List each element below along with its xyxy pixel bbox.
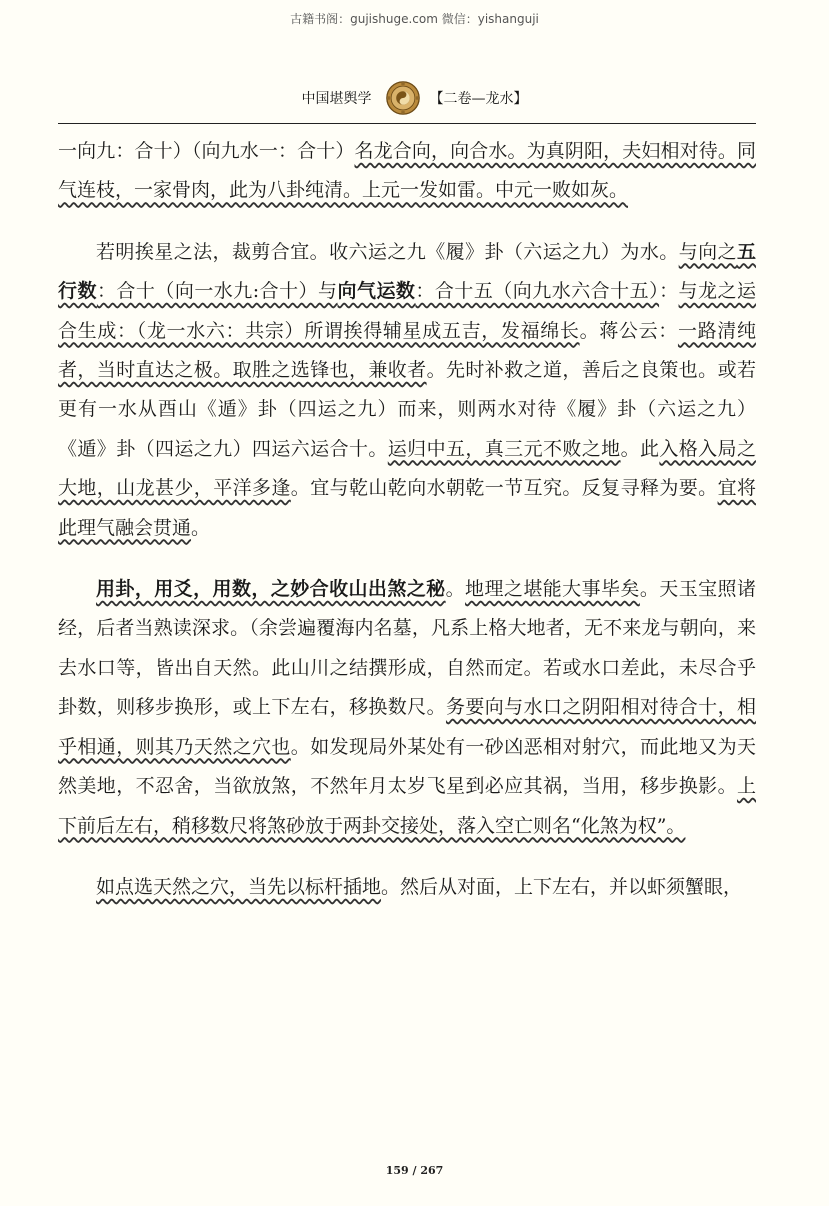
body-text: 。 <box>191 516 211 539</box>
paragraph-gap <box>58 548 756 570</box>
bagua-emblem-icon <box>386 81 420 115</box>
paragraph <box>58 233 756 548</box>
body-text: 。天玉宝照诸经，后者当熟读深求。（余尝遍覆海内名墓，凡系上格大地者，无不来龙与朝向，来去水口等，皆出自天然。此山川之结撰形成，自然而定。若或水口差此，未尽合乎卦数，则移步换形，或上下左右，移换数尺。 <box>58 578 756 719</box>
body-text: 。然后从对面，上下左右，并以虾须蟹眼， <box>381 875 743 898</box>
underlined-text: 如点选天然之穴，当先以标杆插地 <box>96 875 382 898</box>
underlined-text: 名龙合向，向合水。为真阴阳，夫妇相对待。同气连枝，一家骨肉，此为八卦纯清。上元一发如雷。中元一败如灰。 <box>58 140 756 202</box>
body-text: 若明挨星之法，裁剪合宜。收六运之九《履》卦（六运之九）为水。 <box>96 240 679 263</box>
body-text: 一向九：合十）（向九水一：合十） <box>58 140 355 162</box>
underlined-text: 入格入局之大地，山龙甚少，平洋多逢 <box>58 437 756 500</box>
underlined-text: 用卦，用爻，用数，之妙合收山出煞之秘 <box>96 578 446 601</box>
volume-label: 【二卷—龙水】 <box>429 91 528 107</box>
body-text: ： <box>659 280 679 303</box>
underlined-text: 与向之 <box>678 240 737 263</box>
page-number: 159 / 267 <box>385 1164 444 1177</box>
body-text: 。 <box>445 578 466 601</box>
top-banner: 古籍书阁：gujishuge.com 微信：yishanguji <box>290 12 539 26</box>
paragraph-gap <box>58 846 756 868</box>
paragraph-gap <box>58 211 756 233</box>
page-header <box>0 74 829 122</box>
body-text: 。此 <box>620 437 660 460</box>
document-body <box>58 132 756 907</box>
underlined-text: 与龙之运合生成：（龙一水六：共宗）所谓挨得辅星成五吉，发福绵长 <box>58 280 756 342</box>
underlined-text: 上下前后左右，稍移数尺将煞砂放于两卦交接处，落入空亡则名“化煞为权”。 <box>58 775 756 837</box>
underlined-text: ：合十五（向九水六合十五） <box>415 280 660 303</box>
paragraph <box>58 868 756 907</box>
paragraph <box>58 570 756 846</box>
body-text: 。蒋公云： <box>579 319 678 342</box>
header-rule <box>58 123 756 124</box>
underlined-text: 务要向与水口之阴阳相对待合十，相乎相通，则其乃天然之穴也 <box>58 696 756 758</box>
body-text: 。如发现局外某处有一砂凶恶相对射穴，而此地又为天然美地，不忍舍，当欲放煞，不然年月太岁飞星到必应其祸，当用，移步换影。 <box>58 735 756 798</box>
underlined-text: 一路清纯者，当时直达之极。取胜之选锋也，兼收者 <box>58 319 756 382</box>
body-text: 。宜与乾山乾向水朝乾一节互究。反复寻释为要。 <box>290 477 718 500</box>
book-title: 中国堪舆学 <box>301 91 372 107</box>
underlined-text: 宜将此理气融会贯通 <box>58 477 756 539</box>
body-text: 。先时补救之道，善后之良策也。或若更有一水从酉山《遁》卦（四运之九）而来，则两水对待《履》卦（六运之九）《遁》卦（四运之九）四运六运合十。 <box>58 359 756 460</box>
underlined-text: 运归中五，真三元不败之地 <box>387 437 621 460</box>
underlined-text: ：合十（向一水九:合十）与 <box>96 280 338 303</box>
underlined-text: 向气运数 <box>337 280 416 303</box>
underlined-text: 地理之堪能大事毕矣 <box>465 578 640 601</box>
paragraph <box>58 132 756 211</box>
underlined-text: 五行数 <box>58 240 756 303</box>
